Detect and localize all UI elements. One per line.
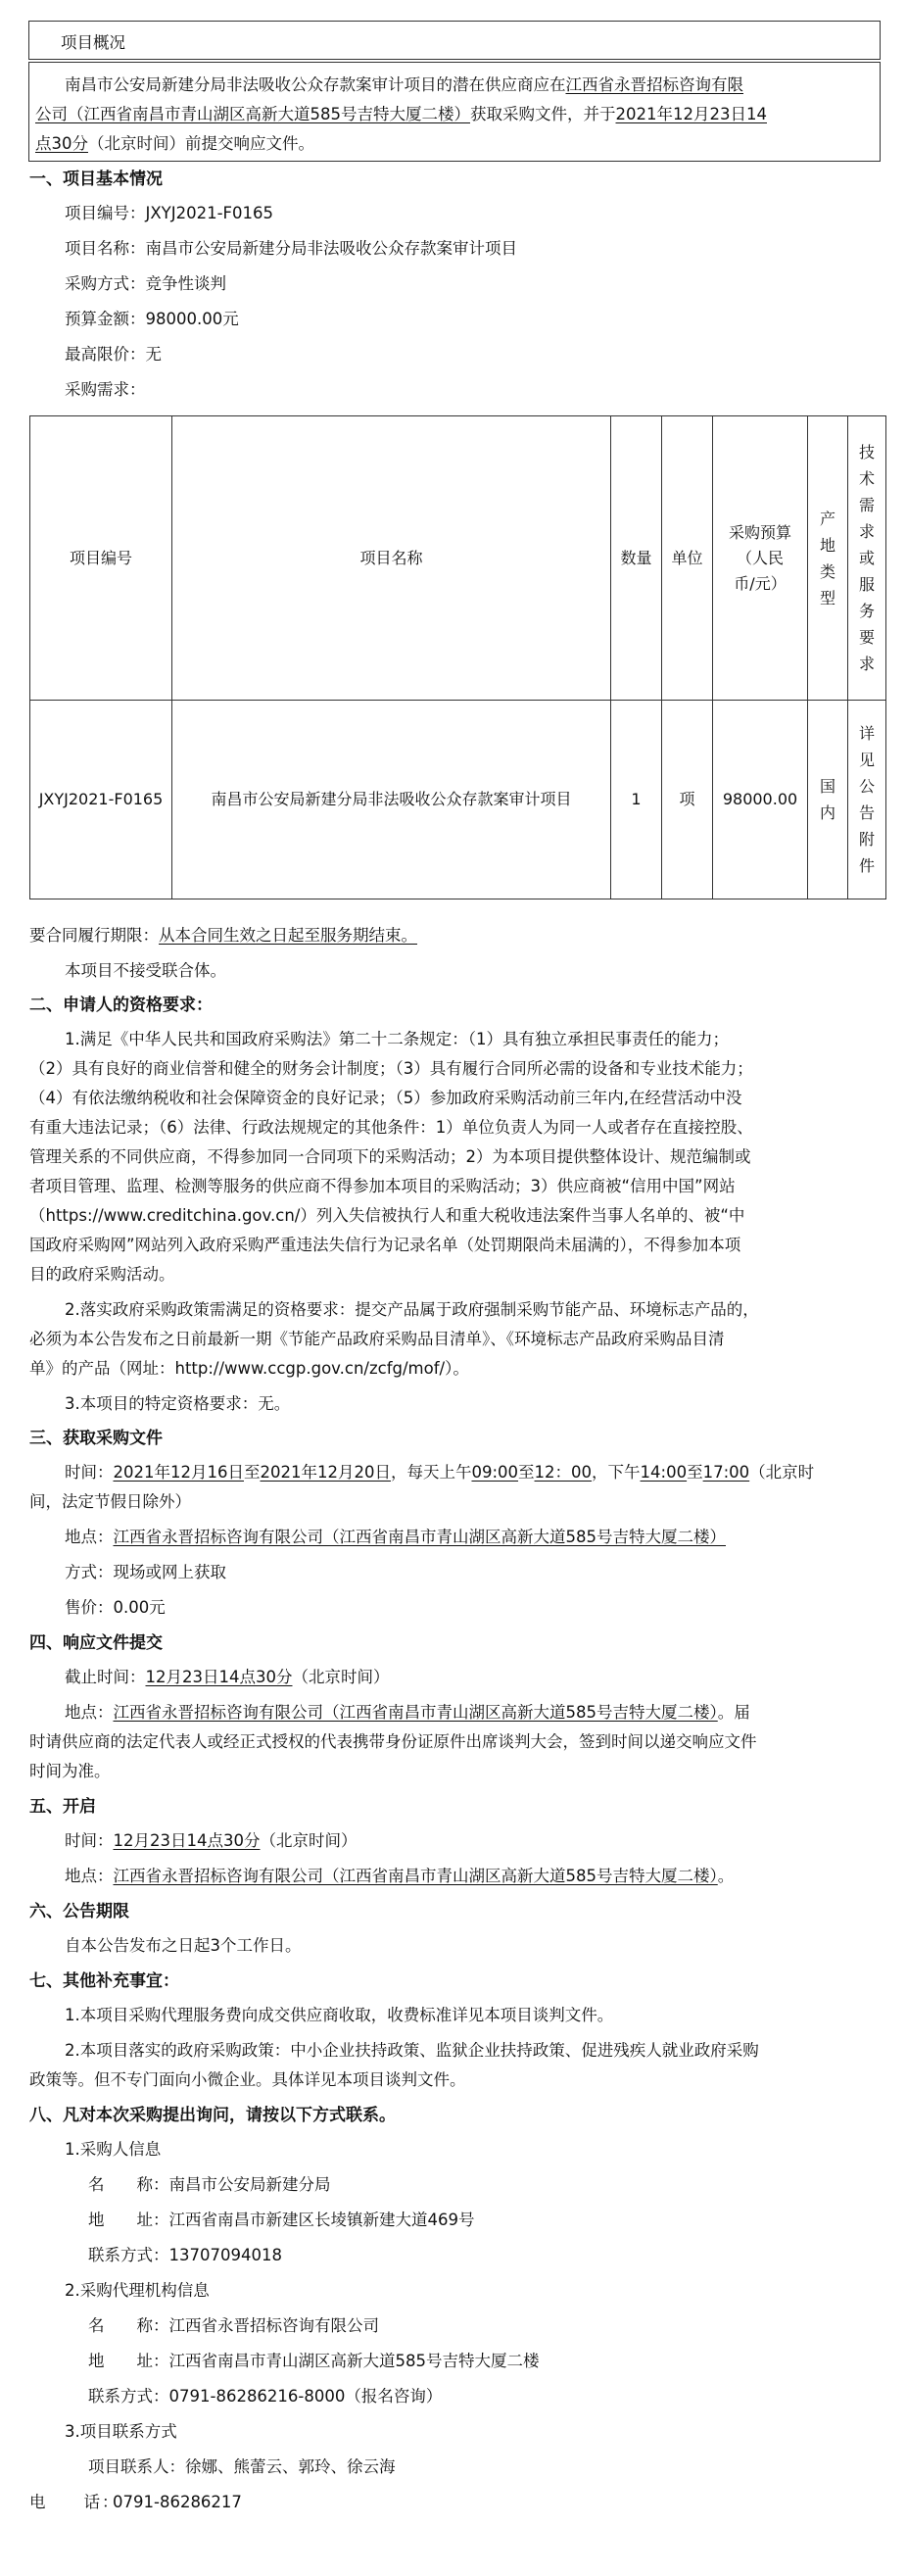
- s8-buyer-addr: [88, 2208, 475, 2233]
- s5-time-tail: （北京时间）: [260, 1831, 358, 1850]
- s3-am-start: 09:00: [471, 1463, 519, 1482]
- s3-to: 至: [687, 1463, 703, 1482]
- s8-buyer-name: [88, 2172, 331, 2198]
- s2-p1-line: 有重大违法记录；（6）法律、行政法规规定的其他条件：1）单位负责人为同一人或者存在直接控股、: [29, 1118, 753, 1137]
- s2-p1-line: 1.满足《中华人民共和国政府采购法》第二十二条规定：（1）具有独立承担民事责任的能力；: [65, 1030, 729, 1048]
- td-code: JXYJ2021-F0165: [30, 701, 172, 899]
- s8-value: 0791-86286216-8000（报名咨询）: [168, 2387, 443, 2406]
- td-unit: 项: [662, 701, 713, 899]
- td-tech-cell: [848, 701, 886, 899]
- intro-line-2: [35, 102, 767, 127]
- s3-time-line-2: 间，法定节假日除外）: [29, 1492, 191, 1511]
- s8-label: 电 话：: [29, 2493, 120, 2511]
- td-budget: 98000.00: [713, 701, 808, 899]
- s4-deadline-line: [65, 1665, 389, 1690]
- s3-to: 至: [243, 1463, 261, 1482]
- requirements-table: [29, 415, 886, 899]
- intro-text-2: 获取采购文件，并于: [470, 105, 616, 123]
- no-consortium: 本项目不接受联合体。: [65, 961, 226, 980]
- s8-value: 江西省南昌市青山湖区高新大道585号吉特大厦二楼: [168, 2352, 540, 2370]
- s2-p1-line: 目的政府采购活动。: [29, 1265, 175, 1284]
- s8-buyer-contact: [88, 2243, 282, 2268]
- s5-time: 12月23日14点30分: [113, 1831, 261, 1850]
- section4-heading: 四、响应文件提交: [29, 1633, 163, 1653]
- s2-p2-line: 单》的产品（网址：http://www.ccgp.gov.cn/zcfg/mof/）。: [29, 1359, 469, 1378]
- s8-agent-contact: [88, 2384, 442, 2409]
- table-header-row: [30, 416, 886, 701]
- td-tech: 详见公告附件: [859, 724, 876, 875]
- s4-line-2: 时请供应商的法定代表人或经正式授权的代表携带身份证原件出席谈判大会，签到时间以递交响应文件: [29, 1732, 757, 1751]
- s5-time-label: 时间：: [65, 1831, 114, 1850]
- th-qty: 数量: [611, 416, 662, 701]
- s8-value: 0791-86286217: [113, 2493, 242, 2511]
- s8-agent-title: 2.采购代理机构信息: [65, 2281, 210, 2300]
- overview-title: 项目概况: [61, 33, 125, 52]
- overview-title-box: [28, 21, 881, 60]
- s2-p2-line: 必须为本公告发布之日前最新一期《节能产品政府采购品目清单》、《环境标志产品政府采购品目清: [29, 1330, 725, 1348]
- s1-row-demand: 采购需求：: [65, 380, 146, 399]
- s8-value: 南昌市公安局新建分局: [168, 2175, 331, 2194]
- s8-label: 名 称：: [88, 2175, 169, 2194]
- s4-place-label: 地点：: [65, 1703, 114, 1722]
- s3-to: 至: [518, 1463, 535, 1482]
- section1-heading: 一、项目基本情况: [29, 170, 163, 189]
- s3-place: 江西省永晋招标咨询有限公司（江西省南昌市青山湖区高新大道585号吉特大厦二楼）: [113, 1528, 726, 1546]
- contract-period: [29, 923, 417, 948]
- s1-row-name: 项目名称：南昌市公安局新建分局非法吸收公众存款案审计项目: [65, 239, 517, 258]
- s3-pm-label: ，下午: [592, 1463, 641, 1482]
- s1-row-limit: 最高限价：无: [65, 345, 162, 364]
- intro-line-1: [65, 73, 743, 98]
- s5-time-line: [65, 1828, 357, 1854]
- s2-p1-line: （https://www.creditchina.gov.cn/）列入失信被执行人和重大税收违法案件当事人名单的、被“中: [29, 1206, 745, 1225]
- s3-pm-start: 14:00: [640, 1463, 688, 1482]
- s2-p1-line: （2）具有良好的商业信誉和健全的财务会计制度；（3）具有履行合同所必需的设备和专业技术能力；: [29, 1059, 753, 1078]
- s4-line-3: 时间为准。: [29, 1762, 111, 1780]
- s3-time-line: [65, 1460, 814, 1485]
- th-budget: 采购预算（人民币/元）: [728, 522, 791, 593]
- intro-line-3: [35, 131, 314, 157]
- s8-proj-title: 3.项目联系方式: [65, 2422, 177, 2441]
- th-tech-cell: [848, 416, 886, 701]
- s4-deadline: 12月23日14点30分: [145, 1668, 293, 1686]
- s8-buyer-title: 1.采购人信息: [65, 2140, 162, 2159]
- th-origin: 产地类型: [820, 509, 836, 608]
- s7-line-2: 2.本项目落实的政府采购政策：中小企业扶持政策、监狱企业扶持政策、促进残疾人就业政府采购: [65, 2041, 759, 2060]
- s8-proj-phone: [29, 2490, 242, 2515]
- s4-place-line: [65, 1700, 750, 1725]
- s4-place: 江西省永晋招标咨询有限公司（江西省南昌市青山湖区高新大道585号吉特大厦二楼）: [113, 1703, 718, 1722]
- s2-p1-line: 国政府采购网”网站列入政府采购严重违法失信行为记录名单（处罚期限尚未届满的），不得参加本项: [29, 1236, 741, 1254]
- td-origin: 国内: [820, 777, 836, 822]
- s8-agent-name: [88, 2313, 379, 2339]
- s8-value: 徐娜、熊蕾云、郭玲、徐云海: [185, 2457, 396, 2476]
- table-row: [30, 701, 886, 899]
- s8-label: 联系方式：: [88, 2387, 169, 2406]
- section3-heading: 三、获取采购文件: [29, 1429, 163, 1448]
- s1-row-code: 项目编号：JXYJ2021-F0165: [65, 204, 274, 222]
- s3-place-label: 地点：: [65, 1528, 114, 1546]
- s4-deadline-tail: （北京时间）: [292, 1668, 390, 1686]
- s8-label: 名 称：: [88, 2316, 169, 2335]
- section8-heading: 八、凡对本次采购提出询问，请按以下方式联系。: [29, 2106, 396, 2125]
- contract-value: 从本合同生效之日起至服务期结束。: [159, 926, 417, 945]
- s8-label: 项目联系人：: [88, 2457, 185, 2476]
- overview-intro-box: [28, 62, 881, 162]
- s1-row-method: 采购方式：竞争性谈判: [65, 274, 226, 293]
- s2-p1-line: 者项目管理、监理、检测等服务的供应商不得参加本项目的采购活动；3）供应商被“信用中国”网站: [29, 1177, 736, 1195]
- s7-line-3: 政策等。但不专门面向小微企业。具体详见本项目谈判文件。: [29, 2070, 466, 2089]
- intro-text-3: （北京时间）前提交响应文件。: [88, 134, 314, 153]
- s8-label: 地 址：: [88, 2352, 169, 2370]
- s3-price: 售价：0.00元: [65, 1598, 166, 1617]
- s3-am-label: ，每天上午: [390, 1463, 472, 1482]
- s7-line-1: 1.本项目采购代理服务费向成交供应商收取，收费标准详见本项目谈判文件。: [65, 2006, 614, 2024]
- s6-text: 自本公告发布之日起3个工作日。: [65, 1936, 302, 1955]
- th-tech: 技术需求或服务要求: [859, 443, 876, 673]
- s3-date-start: 2021年12月16日: [113, 1463, 244, 1482]
- intro-link-4: 点30分: [35, 134, 88, 153]
- s5-place-line: [65, 1864, 734, 1889]
- s3-place-line: [65, 1525, 726, 1550]
- s2-p2-line: 2.落实政府采购政策需满足的资格要求：提交产品属于政府强制采购节能产品、环境标志产品的，: [65, 1300, 759, 1319]
- s3-pm-end: 17:00: [702, 1463, 750, 1482]
- s3-am-end: 12：00: [534, 1463, 593, 1482]
- contract-label: 要合同履行期限：: [29, 926, 159, 945]
- s3-date-end: 2021年12月20日: [260, 1463, 391, 1482]
- s3-method: 方式：现场或网上获取: [65, 1563, 226, 1581]
- s4-place-tail: 。届: [717, 1703, 750, 1722]
- s3-time-label: 时间：: [65, 1463, 114, 1482]
- section5-heading: 五、开启: [29, 1797, 96, 1817]
- th-name: 项目名称: [172, 416, 611, 701]
- td-name: 南昌市公安局新建分局非法吸收公众存款案审计项目: [172, 701, 611, 899]
- intro-text-1: 南昌市公安局新建分局非法吸收公众存款案审计项目的潜在供应商应在: [65, 75, 566, 94]
- intro-link-2: 公司（江西省南昌市青山湖区高新大道585号吉特大厦二楼）: [35, 105, 470, 123]
- intro-link-3: 2021年12月23日14: [615, 105, 767, 123]
- td-origin-cell: [808, 701, 848, 899]
- s5-place-label: 地点：: [65, 1867, 114, 1885]
- section6-heading: 六、公告期限: [29, 1902, 129, 1921]
- s2-p1-line: 管理关系的不同供应商，不得参加同一合同项下的采购活动；2）为本项目提供整体设计、规范编制或: [29, 1147, 751, 1166]
- s1-row-budget: 预算金额：98000.00元: [65, 310, 239, 328]
- s5-place: 江西省永晋招标咨询有限公司（江西省南昌市青山湖区高新大道585号吉特大厦二楼）: [113, 1867, 718, 1885]
- section7-heading: 七、其他补充事宜：: [29, 1971, 179, 1991]
- th-budget-cell: [713, 416, 808, 701]
- th-unit: 单位: [662, 416, 713, 701]
- s8-proj-people: [88, 2454, 396, 2480]
- s5-place-tail: 。: [717, 1867, 735, 1885]
- s8-value: 13707094018: [168, 2246, 282, 2264]
- s8-agent-addr: [88, 2349, 540, 2374]
- s8-value: 江西省永晋招标咨询有限公司: [168, 2316, 379, 2335]
- s2-p1-line: （4）有依法缴纳税收和社会保障资金的良好记录；（5）参加政府采购活动前三年内,在经营活动中没: [29, 1089, 742, 1107]
- s8-label: 联系方式：: [88, 2246, 169, 2264]
- th-code: 项目编号: [30, 416, 172, 701]
- s3-time-tail: （北京时: [749, 1463, 815, 1482]
- th-origin-cell: [808, 416, 848, 701]
- section2-heading: 二、申请人的资格要求：: [29, 996, 213, 1015]
- td-qty: 1: [611, 701, 662, 899]
- s8-label: 地 址：: [88, 2211, 169, 2229]
- intro-link-1: 江西省永晋招标咨询有限: [565, 75, 743, 94]
- s4-deadline-label: 截止时间：: [65, 1668, 146, 1686]
- s8-value: 江西省南昌市新建区长堎镇新建大道469号: [168, 2211, 475, 2229]
- s2-p3: 3.本项目的特定资格要求：无。: [65, 1394, 291, 1413]
